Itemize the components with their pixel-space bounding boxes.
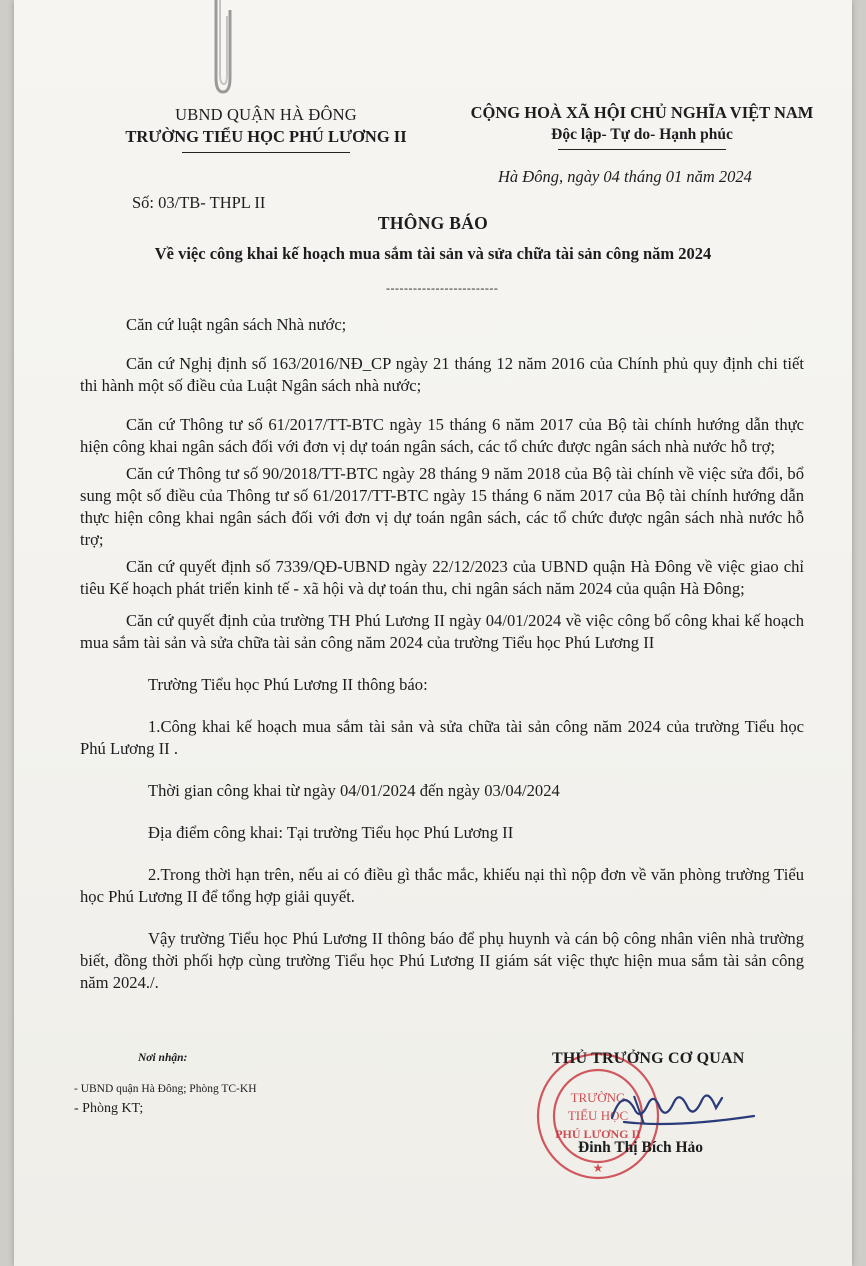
paragraph: Căn cứ Thông tư số 61/2017/TT-BTC ngày 15 tháng 6 năm 2017 của Bộ tài chính hướng dẫn thực hiện công khai ngân sách đối với đơn vị dự toán ngân sách, các tổ chức được ngân sách nhà nước hỗ trợ; [80,415,804,456]
document-title: THÔNG BÁO [377,213,489,233]
recipients-title: Nơi nhận: [138,1052,188,1064]
paragraph: Căn cứ quyết định số 7339/QĐ-UBND ngày 22/12/2023 của UBND quận Hà Đông về việc giao chỉ tiêu Kế hoạch phát triển kinh tế - xã hội và dự toán thu, chi ngân sách năm 2024 của quận Hà Đông; [80,557,804,598]
national-name: CỘNG HOÀ XÃ HỘI CHỦ NGHĨA VIỆT NAM [470,103,814,122]
stamp-line: TIỂU HỌC [567,1108,629,1123]
document-body [80,314,804,994]
paragraph: 2.Trong thời hạn trên, nếu ai có điều gì thắc mắc, khiếu nại thì nộp đơn về văn phòng trường Tiểu học Phú Lương II để tổng hợp giải quyết. [80,865,804,906]
paragraph: Căn cứ quyết định của trường TH Phú Lương II ngày 04/01/2024 về việc công bố công khai kế hoạch mua sắm tài sản và sửa chữa tài sản công năm 2024 của trường Tiểu học Phú Lương II [80,611,804,652]
paragraph: Căn cứ Nghị định số 163/2016/NĐ_CP ngày 21 tháng 12 năm 2016 của Chính phủ quy định chi tiết thi hành một số điều của Luật Ngân sách nhà nước; [80,354,804,395]
paragraph: Căn cứ Thông tư số 90/2018/TT-BTC ngày 28 tháng 9 năm 2018 của Bộ tài chính về việc sửa đổi, bổ sung một số điều của Thông tư số 61/2017/TT-BTC ngày 15 tháng 6 năm 2017 của Bộ tài chính hướng dẫn thực hiện công khai ngân sách đối với đơn vị dự toán ngân sách, các tổ chức được ngân sách nhà nước hỗ trợ; [80,464,804,549]
national-header [442,102,842,150]
paragraph: Trường Tiểu học Phú Lương II thông báo: [148,675,428,694]
svg-text:★: ★ [592,1161,604,1175]
paragraph: Căn cứ luật ngân sách Nhà nước; [126,315,347,334]
issuer-school: TRƯỜNG TIỂU HỌC PHÚ LƯƠNG II [125,127,407,146]
document-date: Hà Đông, ngày 04 tháng 01 năm 2024 [498,167,752,186]
document-number: Số: 03/TB- THPL II [132,193,266,212]
paper-clip-icon [210,0,236,96]
signer-title: THỦ TRƯỞNG CƠ QUAN [552,1050,745,1067]
paragraph: Vậy trường Tiểu học Phú Lương II thông báo để phụ huynh và cán bộ công nhân viên nhà trường biết, đồng thời phối hợp cùng trường Tiểu học Phú Lương II giám sát việc thực hiện mua sắm tài sản công năm 2024./. [80,929,804,992]
paragraph: 1.Công khai kế hoạch mua sắm tài sản và sửa chữa tài sản công năm 2024 của trường Tiểu học Phú Lương II . [80,717,804,758]
motto-underline [558,149,726,150]
national-motto: Độc lập- Tự do- Hạnh phúc [551,126,733,143]
issuer-header [100,104,432,153]
title-divider: ------------------------- [386,281,499,295]
recipient-item: - Phòng KT; [74,1101,144,1116]
stamp-line: PHÚ LƯƠNG II [555,1127,641,1141]
issuer-underline [182,152,350,153]
stamp-line: TRƯỜNG [570,1090,626,1105]
handwritten-signature [604,1078,764,1138]
document-page [14,0,852,1266]
paragraph: Địa điểm công khai: Tại trường Tiểu học Phú Lương II [148,823,514,842]
document-subtitle: Về việc công khai kế hoạch mua sắm tài sản và sửa chữa tài sản công năm 2024 [154,244,712,263]
signer-name: Đinh Thị Bích Hảo [578,1139,704,1156]
recipient-item: - UBND quận Hà Đông; Phòng TC-KH [74,1083,257,1095]
paragraph: Thời gian công khai từ ngày 04/01/2024 đến ngày 03/04/2024 [148,781,560,800]
issuer-parent: UBND QUẬN HÀ ĐÔNG [175,105,357,124]
